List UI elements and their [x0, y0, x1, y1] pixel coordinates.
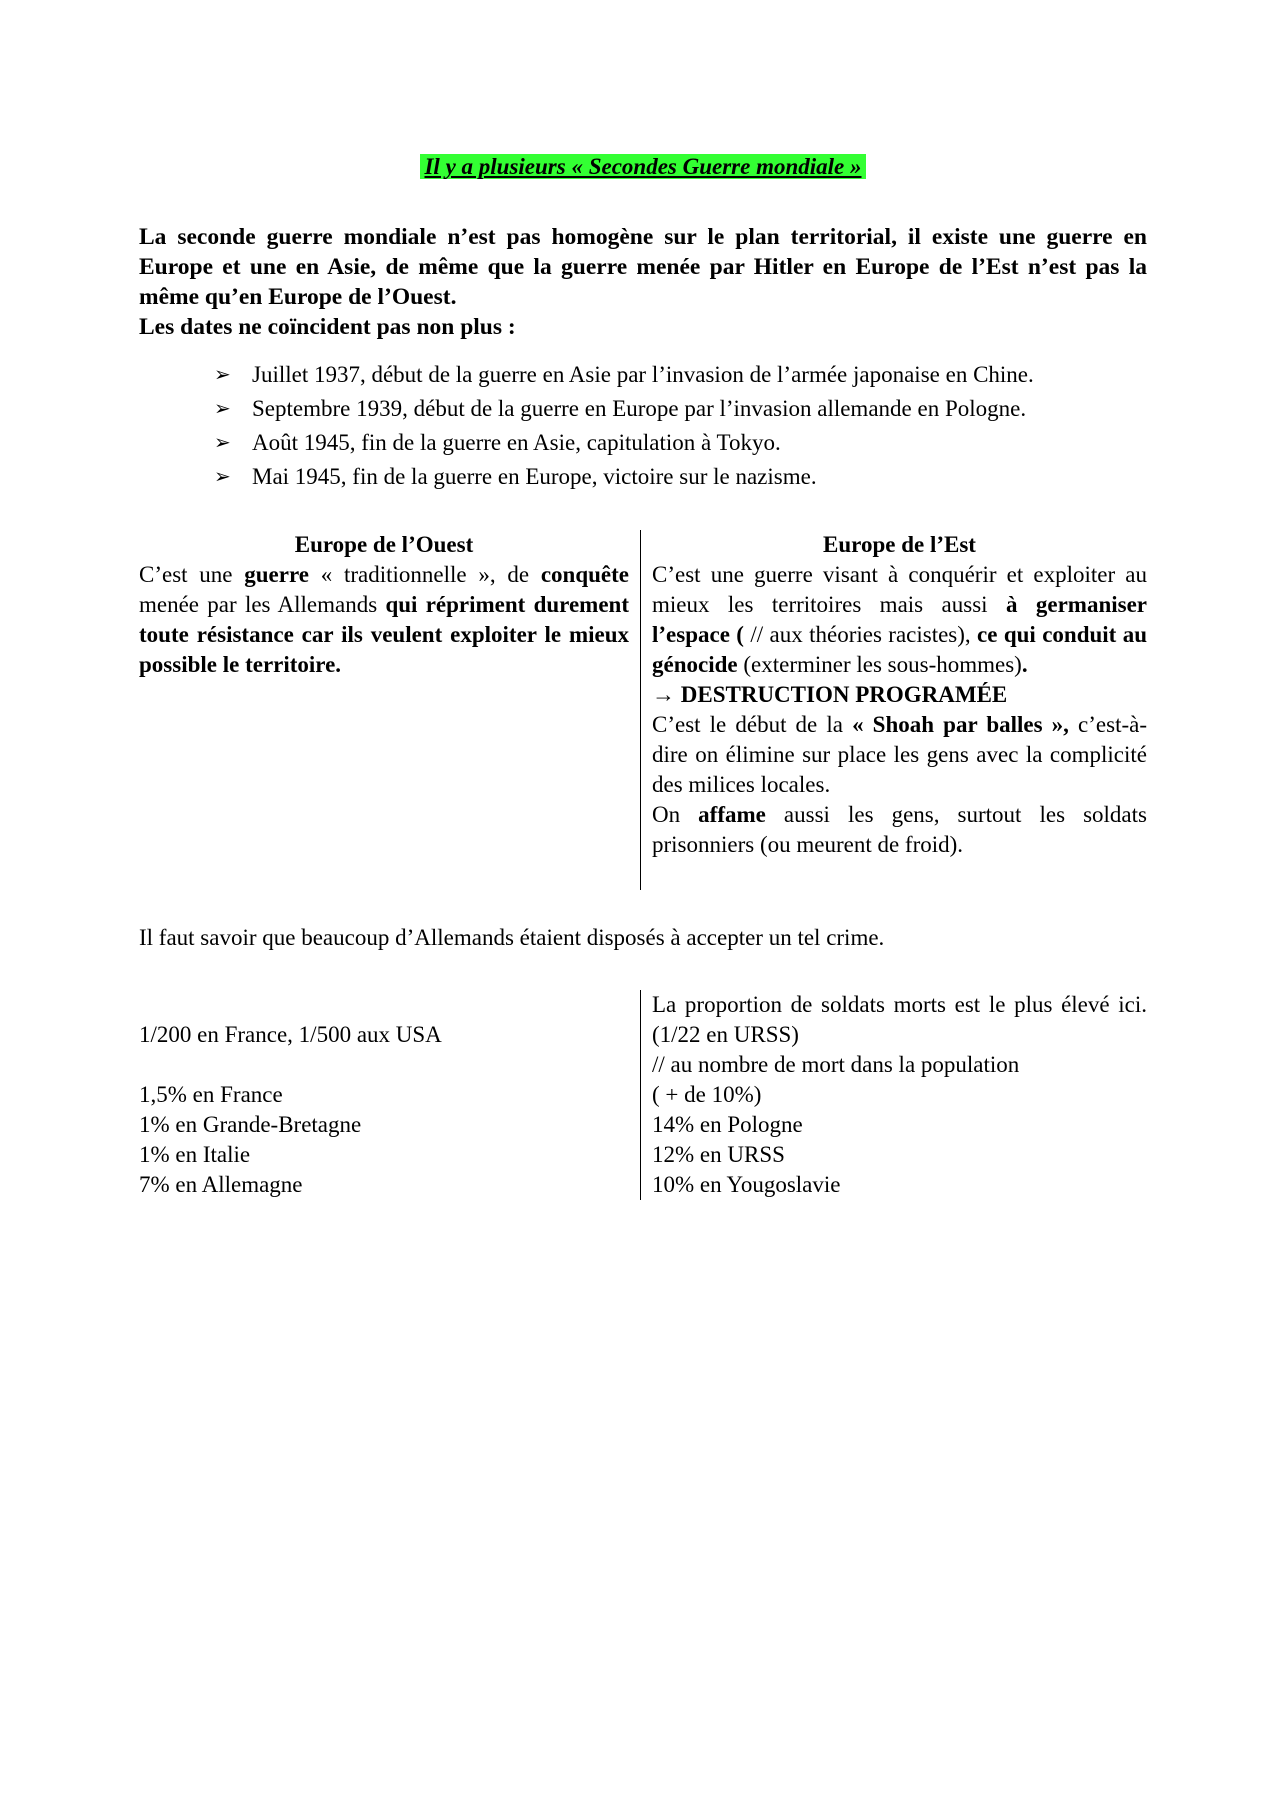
shoah-text-part: c’est-à-dire on élimine sur place les gens avec la complicité des milices locales. [652, 712, 1147, 797]
west-text-part: « traditionnelle », de [308, 562, 541, 587]
spacer [139, 1050, 629, 1080]
stats-intro: La proportion de soldats morts est le plus élevé ici. (1/22 en URSS) [652, 992, 1147, 1047]
stats-table [139, 990, 1147, 1205]
east-text [652, 560, 1147, 680]
west-text-bold: qui répriment durement toute résistance car ils veulent exploiter le mieux possible le territoire. [139, 592, 629, 677]
east-heading: Europe de l’Est [823, 532, 976, 557]
dates-list [214, 358, 1154, 494]
intro-paragraph: La seconde guerre mondiale n’est pas homogène sur le plan territorial, il existe une guerre en Europe et une en Asie, de même que la guerre menée par Hitler en Europe de l’Est n’est pas la même qu’en Europe de l’Ouest. [139, 224, 1147, 310]
west-text [139, 560, 629, 680]
shoah-text-part: C’est le début de la [652, 712, 853, 737]
west-text-part: menée par les Allemands [139, 592, 386, 617]
stat-row: 12% en URSS [652, 1142, 785, 1167]
west-text-bold: guerre [244, 562, 309, 587]
famine-text-part: aussi les gens, surtout les soldats prisonniers (ou meurent de froid). [652, 802, 1147, 857]
list-item-text: Septembre 1939, début de la guerre en Europe par l’invasion allemande en Pologne. [252, 396, 1027, 421]
stats-line: ( + de 10%) [652, 1082, 762, 1107]
west-text-bold: conquête [540, 562, 629, 587]
shoah-text [652, 710, 1147, 800]
east-text-bold: ce qui conduit au génocide [652, 622, 1148, 677]
famine-text [652, 800, 1147, 860]
arrow-bullet-icon: ➢ [214, 466, 231, 488]
list-item-text: Mai 1945, fin de la guerre en Europe, victoire sur le nazisme. [252, 464, 817, 489]
comparison-table [139, 530, 1147, 890]
column-divider [640, 990, 641, 1200]
list-item [214, 392, 1154, 426]
east-text-bold: . [1021, 652, 1028, 677]
list-item-text: Août 1945, fin de la guerre en Asie, capitulation à Tokyo. [252, 430, 781, 455]
list-item [214, 426, 1154, 460]
arrow-bullet-icon: ➢ [214, 398, 231, 420]
famine-text-part: On [652, 802, 699, 827]
arrow-bullet-icon: ➢ [214, 364, 231, 386]
east-text-part: C’est une guerre visant à conquérir et exploiter au mieux les territoires mais aussi [652, 562, 1147, 617]
stat-row: 1% en Italie [139, 1142, 251, 1167]
list-item-text: Juillet 1937, début de la guerre en Asie par l’invasion de l’armée japonaise en Chine. [252, 362, 1034, 387]
shoah-text-bold: « Shoah par balles », [852, 712, 1069, 737]
stat-row: 10% en Yougoslavie [652, 1172, 841, 1197]
list-item [214, 460, 1154, 494]
east-text-part: (exterminer les sous-hommes) [737, 652, 1022, 677]
destruction-heading: → DESTRUCTION PROGRAMÉE [652, 682, 1008, 707]
west-text-part: C’est une [139, 562, 245, 587]
stat-row: 1,5% en France [139, 1082, 283, 1107]
column-divider [640, 530, 641, 890]
spacer [139, 990, 629, 1020]
east-text-bold: à germaniser l’espace ( [652, 592, 1147, 647]
west-heading: Europe de l’Ouest [294, 532, 474, 557]
ratio-text: 1/200 en France, 1/500 aux USA [139, 1022, 442, 1047]
arrow-bullet-icon: ➢ [214, 432, 231, 454]
stat-row: 7% en Allemagne [139, 1172, 303, 1197]
title-block [139, 152, 1147, 182]
east-column [652, 530, 1147, 860]
stat-row: 14% en Pologne [652, 1112, 803, 1137]
stat-row: 1% en Grande-Bretagne [139, 1112, 362, 1137]
intro-block [139, 222, 1147, 342]
east-text-part: // aux théories racistes), [743, 622, 978, 647]
stats-line: // au nombre de mort dans la population [652, 1052, 1020, 1077]
dates-heading: Les dates ne coïncident pas non plus : [139, 314, 516, 340]
list-item [214, 358, 1154, 392]
west-column [139, 530, 629, 680]
stats-right-column [652, 990, 1147, 1200]
stats-left-column [139, 990, 629, 1200]
note-text: Il faut savoir que beaucoup d’Allemands étaient disposés à accepter un tel crime. [139, 925, 885, 950]
page-title: Il y a plusieurs « Secondes Guerre mondiale » [420, 154, 865, 179]
famine-text-bold: affame [698, 802, 766, 827]
